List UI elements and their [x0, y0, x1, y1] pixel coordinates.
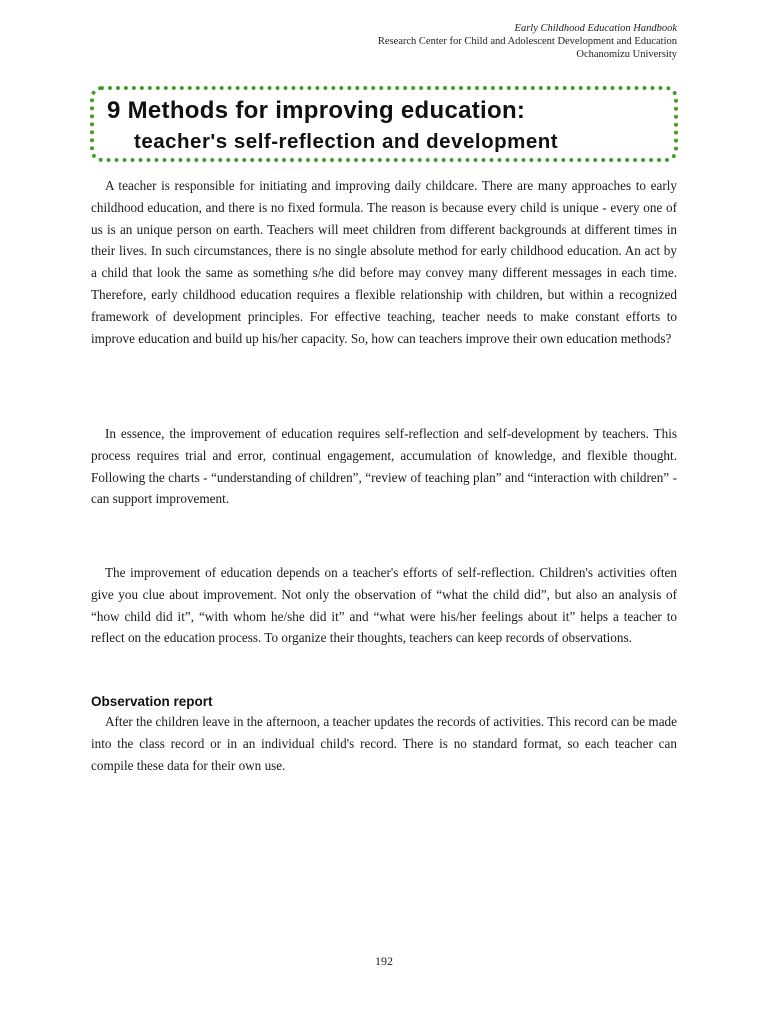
running-header — [378, 22, 677, 61]
self-reflection-paragraph: The improvement of education depends on a teacher's efforts of self-reflection. Children's activities often give you clue about improvement. Not only the observation of “what the child did”, but also an analysis of “how child did it”, “with whom he/she did it” and “what were his/her feelings about it” helps a teacher to reflect on the education process. To organize their thoughts, teachers can keep records of observations. — [91, 565, 677, 646]
page-number: 192 — [375, 954, 393, 968]
observation-report-paragraph: After the children leave in the afternoon, a teacher updates the records of activities. This record can be made into the class record or in an individual child's record. There is no standard format, so each teacher can compile these data for their own use. — [91, 714, 677, 773]
university-name: Ochanomizu University — [576, 49, 677, 60]
chapter-subtitle: teacher's self-reflection and development — [134, 130, 559, 153]
chapter-title: 9 Methods for improving education: — [107, 97, 526, 124]
chapter-title-box — [90, 86, 678, 162]
intro-paragraph: A teacher is responsible for initiating and improving daily childcare. There are many approaches to early childhood education, and there is no fixed formula. The reason is because every child is unique - every one of us is an unique person on earth. Teachers will meet children from different backgrounds at different times in their lives. In such circumstances, there is no single absolute method for early childhood education. An act by a child that look the same as something s/he did before may convey many different messages in each time. Therefore, early childhood education requires a flexible relationship with children, but within a recognized framework of development principles. For effective teaching, teacher needs to make constant efforts to improve education and build up his/her capacity. So, how can teachers improve their own education methods? — [91, 178, 677, 346]
observation-report-heading: Observation report — [91, 694, 213, 709]
essence-paragraph: In essence, the improvement of education requires self-reflection and self-development by teachers. This process requires trial and error, continual engagement, accumulation of knowledge, and flexible thought. Following the charts - “understanding of children”, “review of teaching plan” and “interaction with children” - can support improvement. — [91, 426, 677, 507]
handbook-title: Early Childhood Education Handbook — [514, 23, 677, 34]
research-center-name: Research Center for Child and Adolescent Development and Education — [377, 36, 677, 47]
